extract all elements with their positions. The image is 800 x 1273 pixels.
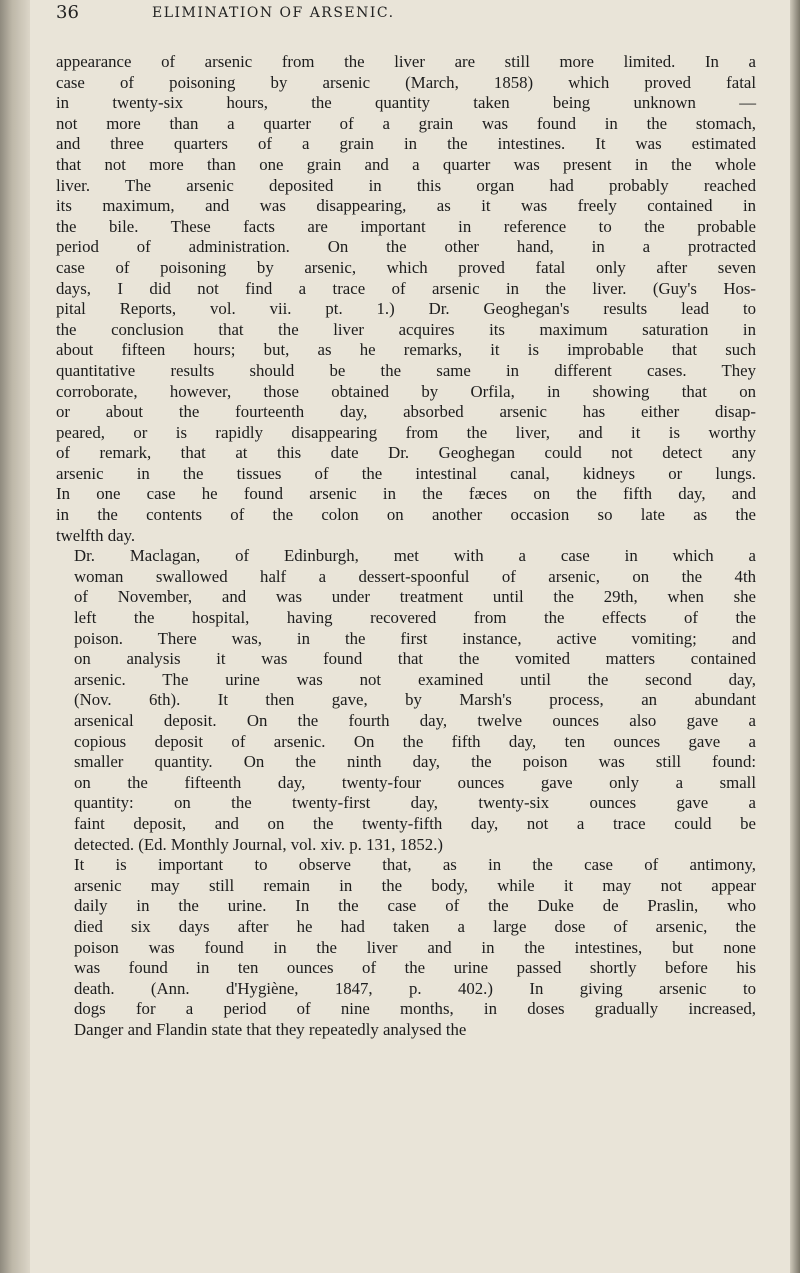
text-line: days, I did not find a trace of arsenic in the liver. (Guy's Hos-: [56, 278, 756, 298]
text-line: quantitative results should be the same in different cases. They: [56, 360, 756, 380]
text-line: arsenic in the tissues of the intestinal canal, kidneys or lungs.: [56, 463, 756, 483]
text-line: arsenic may still remain in the body, while it may not appear: [74, 875, 756, 895]
text-line: the bile. These facts are important in reference to the probable: [56, 216, 756, 236]
text-line: liver. The arsenic deposited in this organ had probably reached: [56, 175, 756, 195]
running-title: ELIMINATION OF ARSENIC.: [152, 5, 395, 21]
text-line: smaller quantity. On the ninth day, the poison was still found:: [74, 752, 756, 772]
text-line: was found in ten ounces of the urine passed shortly before his: [74, 958, 756, 978]
text-line: about fifteen hours; but, as he remarks, it is improbable that such: [56, 340, 756, 360]
text-line: peared, or is rapidly disappearing from the liver, and it is worthy: [56, 422, 756, 442]
text-line: dogs for a period of nine months, in doses gradually increased,: [74, 999, 756, 1019]
text-line: on the fifteenth day, twenty-four ounces gave only a small: [74, 772, 756, 792]
text-line: and three quarters of a grain in the intestines. It was estimated: [56, 134, 756, 154]
paragraph: [56, 855, 756, 1040]
text-line: poison. There was, in the first instance, active vomiting; and: [74, 628, 756, 648]
text-line: not more than a quarter of a grain was found in the stomach,: [56, 113, 756, 133]
text-line: (Nov. 6th). It then gave, by Marsh's process, an abundant: [74, 690, 756, 710]
text-line: copious deposit of arsenic. On the fifth day, ten ounces gave a: [74, 731, 756, 751]
text-line: pital Reports, vol. vii. pt. 1.) Dr. Geoghegan's results lead to: [56, 299, 756, 319]
text-line: woman swallowed half a dessert-spoonful of arsenic, on the 4th: [74, 566, 756, 586]
text-line: of remark, that at this date Dr. Geoghegan could not detect any: [56, 443, 756, 463]
text-line: that not more than one grain and a quarter was present in the whole: [56, 154, 756, 174]
text-line: appearance of arsenic from the liver are still more limited. In a: [56, 52, 756, 71]
text-line: quantity: on the twenty-first day, twenty-six ounces gave a: [74, 793, 756, 813]
text-line: twelfth day.: [56, 525, 136, 545]
text-line: the conclusion that the liver acquires its maximum saturation in: [56, 319, 756, 339]
text-line: In one case he found arsenic in the fæces on the fifth day, and: [56, 484, 756, 504]
text-line: or about the fourteenth day, absorbed arsenic has either disap-: [56, 402, 756, 422]
text-line: in the contents of the colon on another occasion so late as the: [56, 505, 756, 525]
text-line: detected. (Ed. Monthly Journal, vol. xiv. p. 131, 1852.): [74, 834, 443, 854]
text-line: arsenical deposit. On the fourth day, twelve ounces also gave a: [74, 711, 756, 730]
text-line: It is important to observe that, as in the case of antimony,: [74, 855, 756, 875]
text-line: died six days after he had taken a large dose of arsenic, the: [74, 916, 756, 936]
paragraph: [56, 546, 756, 855]
text-line: of November, and was under treatment until the 29th, when she: [74, 587, 756, 607]
text-line: arsenic. The urine was not examined until the second day,: [74, 669, 756, 689]
page-edge-shadow: [790, 0, 800, 1273]
text-line: Danger and Flandin state that they repeatedly analysed the: [74, 1019, 467, 1039]
text-line: daily in the urine. In the case of the Duke de Praslin, who: [74, 896, 756, 916]
page-binding-shadow: [0, 0, 30, 1273]
paragraph: [56, 52, 756, 546]
text-line: faint deposit, and on the twenty-fifth day, not a trace could be: [74, 813, 756, 833]
text-line: case of poisoning by arsenic, which proved fatal only after seven: [56, 257, 756, 277]
text-line: Dr. Maclagan, of Edinburgh, met with a case in which a: [74, 546, 756, 566]
running-head: [56, 2, 776, 28]
text-line: poison was found in the liver and in the intestines, but none: [74, 937, 756, 957]
body-text: [56, 52, 756, 1041]
text-line: death. (Ann. d'Hygiène, 1847, p. 402.) In giving arsenic to: [74, 978, 756, 998]
text-line: its maximum, and was disappearing, as it was freely contained in: [56, 196, 756, 216]
text-line: period of administration. On the other hand, in a protracted: [56, 237, 756, 257]
page-number: 36: [56, 2, 79, 23]
text-line: case of poisoning by arsenic (March, 1858) which proved fatal: [56, 72, 756, 92]
text-line: left the hospital, having recovered from the effects of the: [74, 608, 756, 628]
text-line: on analysis it was found that the vomited matters contained: [74, 649, 756, 669]
text-line: corroborate, however, those obtained by Orfila, in showing that on: [56, 381, 756, 401]
text-line: in twenty-six hours, the quantity taken being unknown —: [56, 93, 756, 113]
